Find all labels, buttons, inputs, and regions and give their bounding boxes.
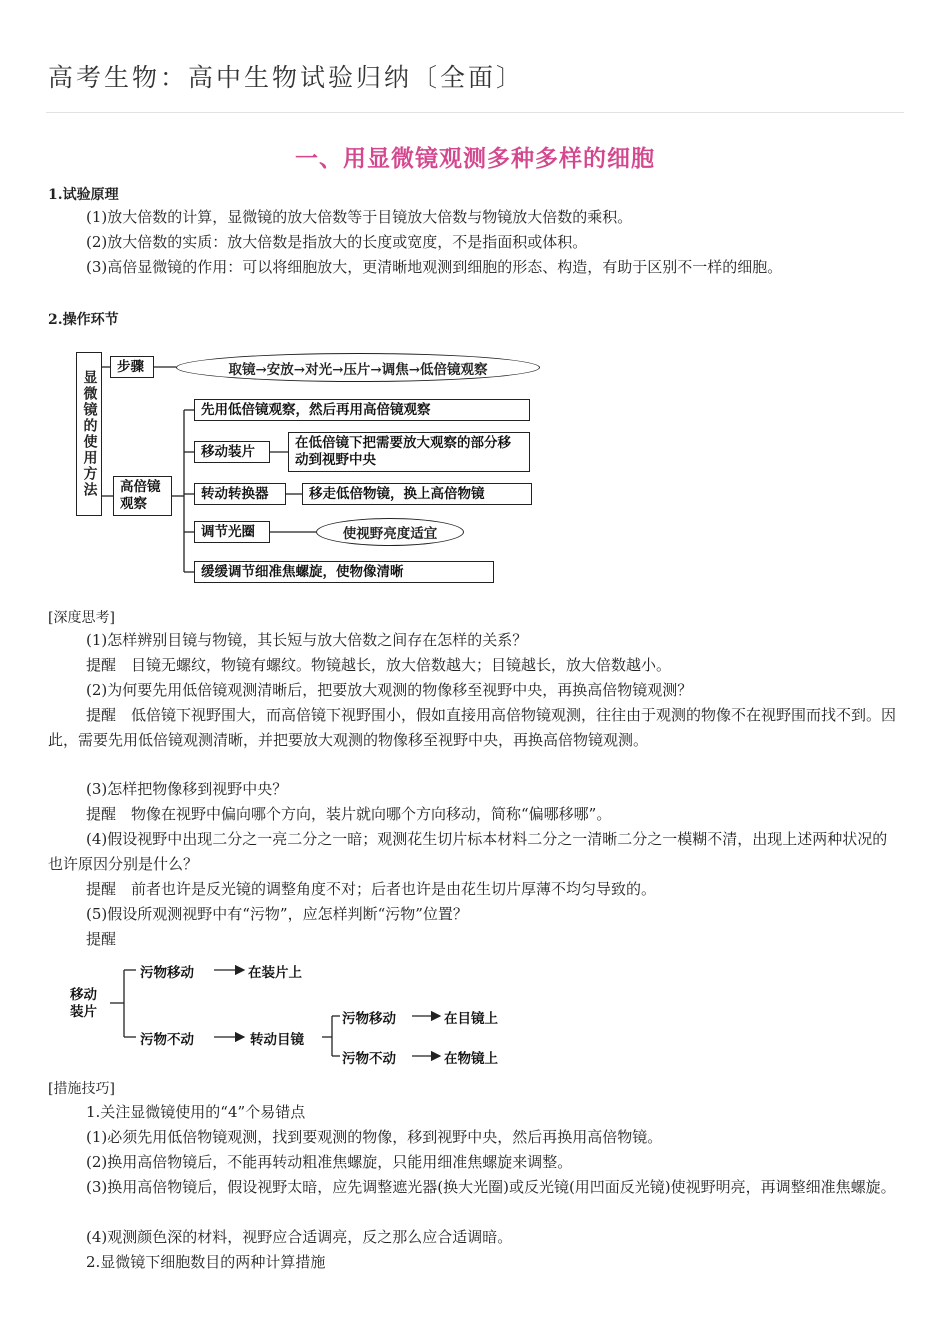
turn-converter-box: 转动转换器 bbox=[194, 483, 286, 505]
answer-2: 提醒 低倍镜下视野围大，而高倍镜下视野围小，假如直接用高倍物镜观测，往往由于观测的物像不在视野围而找不到。因此，需要先用低倍镜观测清晰，并把要放大观测的物像移至视野中央，再换高倍物镜观测。 bbox=[48, 706, 897, 749]
high-power-box: 高倍镜观察 bbox=[113, 476, 172, 516]
tip-item-1: (1)必须先用低倍物镜观测，找到要观测的物像，移到视野中央，然后再换用高倍物镜。 bbox=[86, 1128, 663, 1146]
steps-flow-oval: 取镜→安放→对光→压片→调焦→低倍镜观察 bbox=[176, 353, 540, 382]
dirt-still-label: 污物不动 bbox=[140, 1032, 194, 1048]
tips-subheading-1: 1.关注显微镜使用的“4”个易错点 bbox=[86, 1103, 306, 1121]
steps-heading: 2.操作环节 bbox=[48, 312, 119, 328]
aperture-box: 调节光圈 bbox=[194, 521, 270, 543]
page-title: 高考生物：高中生物试验归纳〔全面〕 bbox=[48, 63, 525, 92]
rotate-eyepiece-label: 转动目镜 bbox=[250, 1032, 304, 1048]
dirt-moves-2-label: 污物移动 bbox=[342, 1011, 396, 1027]
principle-heading: 1.试验原理 bbox=[48, 187, 119, 203]
on-eyepiece-label: 在目镜上 bbox=[444, 1011, 498, 1027]
answer-4: 提醒 前者也许是反光镜的调整角度不对；后者也许是由花生切片厚薄不均匀导致的。 bbox=[86, 880, 657, 898]
on-slide-label: 在装片上 bbox=[248, 965, 302, 981]
tips-subheading-2: 2.显微镜下细胞数目的两种计算措施 bbox=[86, 1253, 326, 1271]
deep-thinking-heading: [深度思考] bbox=[48, 610, 115, 626]
move-slide-box: 移动装片 bbox=[194, 441, 270, 463]
turn-converter-desc-box: 移走低倍物镜，换上高倍物镜 bbox=[302, 483, 532, 505]
answer-5: 提醒 bbox=[86, 930, 117, 948]
answer-1: 提醒 目镜无螺纹，物镜有螺纹。物镜越长，放大倍数越大；目镜越长，放大倍数越小。 bbox=[86, 656, 672, 674]
steps-box: 步骤 bbox=[110, 356, 154, 378]
low-then-high-box: 先用低倍镜观察，然后再用高倍镜观察 bbox=[194, 399, 530, 421]
dirt-moves-label: 污物移动 bbox=[140, 965, 194, 981]
move-slide-desc-box: 在低倍镜下把需要放大观察的部分移动到视野中央 bbox=[288, 432, 530, 472]
aperture-desc-oval: 使视野亮度适宜 bbox=[316, 518, 464, 546]
question-3: (3)怎样把物像移到视野中央？ bbox=[86, 780, 288, 798]
dirt-still-2-label: 污物不动 bbox=[342, 1051, 396, 1067]
tip-item-2: (2)换用高倍物镜后，不能再转动粗准焦螺旋，只能用细准焦螺旋来调整。 bbox=[86, 1153, 573, 1171]
tip-item-4: (4)观测颜色深的材料，视野应合适调亮，反之那么应合适调暗。 bbox=[86, 1228, 513, 1246]
principle-item-1: (1)放大倍数的计算，显微镜的放大倍数等于目镜放大倍数与物镜放大倍数的乘积。 bbox=[86, 208, 633, 226]
fine-focus-box: 缓缓调节细准焦螺旋，使物像清晰 bbox=[194, 561, 494, 583]
principle-item-3: (3)高倍显微镜的作用：可以将细胞放大，更清晰地观测到细胞的形态、构造，有助于区别不一样的细胞。 bbox=[86, 258, 783, 276]
principle-item-2: (2)放大倍数的实质：放大倍数是指放大的长度或宽度，不是指面积或体积。 bbox=[86, 233, 588, 251]
question-4: (4)假设视野中出现二分之一亮二分之一暗；观测花生切片标本材料二分之一清晰二分之一模糊不清，出现上述两种状况的也许原因分别是什么？ bbox=[48, 830, 888, 873]
question-5: (5)假设所观测视野中有“污物”，应怎样判断“污物”位置？ bbox=[86, 905, 468, 923]
question-1: (1)怎样辨别目镜与物镜，其长短与放大倍数之间存在怎样的关系？ bbox=[86, 631, 528, 649]
move-slide-root: 移动装片 bbox=[70, 987, 97, 1020]
tips-heading: [措施技巧] bbox=[48, 1081, 115, 1097]
question-2: (2)为何要先用低倍镜观测清晰后，把要放大观测的物像移至视野中央，再换高倍物镜观测？ bbox=[86, 681, 693, 699]
section-heading: 一、用显微镜观测多种多样的细胞 bbox=[295, 145, 655, 172]
on-objective-label: 在物镜上 bbox=[444, 1051, 498, 1067]
answer-3: 提醒 物像在视野中偏向哪个方向，装片就向哪个方向移动，简称“偏哪移哪”。 bbox=[86, 805, 612, 823]
diagram-root-label: 显微镜的使用方法 bbox=[76, 352, 102, 516]
tip-item-3: (3)换用高倍物镜后，假设视野太暗，应先调整遮光器(换大光圈)或反光镜(用凹面反光镜)使视野明亮，再调整细准焦螺旋。 bbox=[86, 1178, 896, 1196]
